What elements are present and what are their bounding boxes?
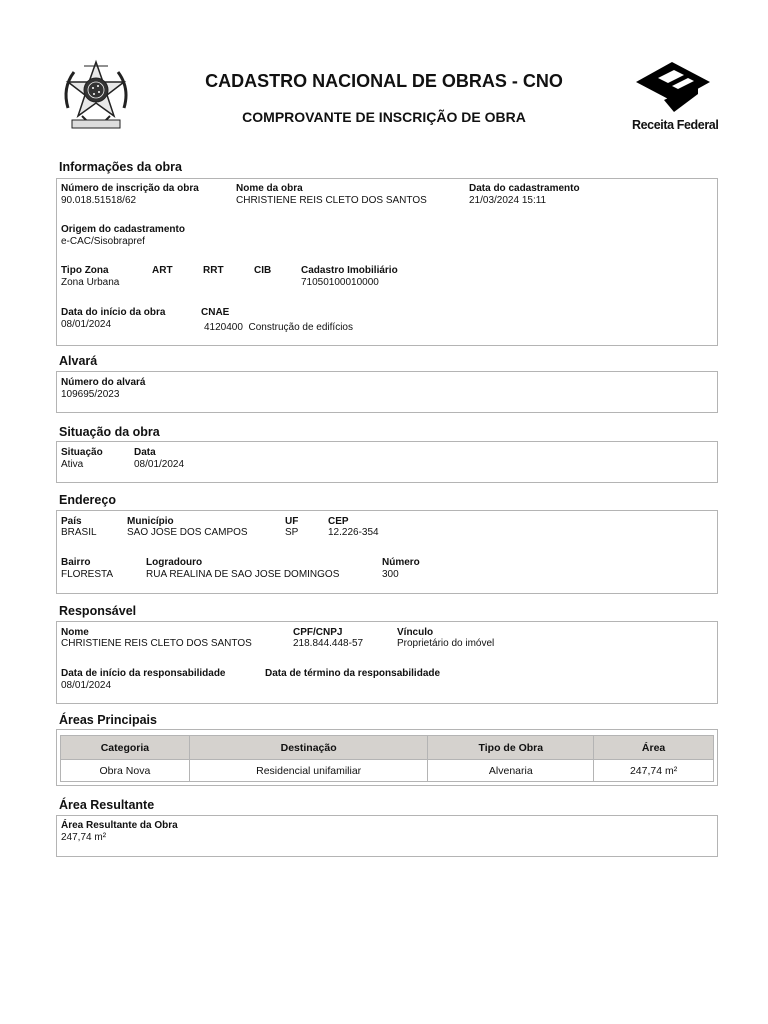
section-title-responsavel: Responsável <box>59 604 137 618</box>
section-title-endereco: Endereço <box>59 493 116 507</box>
document-subtitle: COMPROVANTE DE INSCRIÇÃO DE OBRA <box>242 109 526 125</box>
info-obra-box <box>56 178 718 346</box>
data-cadastramento-label: Data do cadastramento <box>469 183 580 194</box>
situacao-box <box>56 441 718 483</box>
areas-principais-table <box>60 735 714 782</box>
header-tipo-obra: Tipo de Obra <box>428 736 594 760</box>
situacao-data-label: Data <box>134 447 156 458</box>
pais-label: País <box>61 516 82 527</box>
cep-value: 12.226-354 <box>328 527 379 538</box>
pais-value: BRASIL <box>61 527 97 538</box>
situacao-value: Ativa <box>61 459 84 470</box>
cnae-label: CNAE <box>201 307 230 318</box>
nome-obra-value: CHRISTIENE REIS CLETO DOS SANTOS <box>236 195 427 206</box>
numero-value: 300 <box>382 569 399 580</box>
termino-responsabilidade-label: Data de término da responsabilidade <box>265 668 441 679</box>
numero-label: Número <box>382 557 420 568</box>
section-title-situacao: Situação da obra <box>59 425 160 439</box>
section-title-info-obra: Informações da obra <box>59 160 182 174</box>
logradouro-label: Logradouro <box>146 557 203 568</box>
cpf-cnpj-value: 218.844.448-57 <box>293 638 364 649</box>
receita-federal-logo <box>628 60 718 136</box>
cell-tipo-obra: Alvenaria <box>428 760 594 782</box>
cell-destinacao: Residencial unifamiliar <box>189 760 428 782</box>
table-header-row <box>61 736 714 760</box>
tipo-zona-label: Tipo Zona <box>61 265 109 276</box>
numero-alvara-label: Número do alvará <box>61 377 146 388</box>
area-resultante-label: Área Resultante da Obra <box>61 820 178 831</box>
numero-inscricao-value: 90.018.51518/62 <box>61 195 137 206</box>
header-destinacao: Destinação <box>189 736 428 760</box>
cadastro-imobiliario-value: 71050100010000 <box>301 277 379 288</box>
logradouro-value: RUA REALINA DE SAO JOSE DOMINGOS <box>146 569 340 580</box>
responsavel-nome-label: Nome <box>61 627 89 638</box>
cell-categoria: Obra Nova <box>61 760 190 782</box>
section-title-areas-principais: Áreas Principais <box>59 713 157 727</box>
section-title-alvara: Alvará <box>59 354 98 368</box>
responsavel-nome-value: CHRISTIENE REIS CLETO DOS SANTOS <box>61 638 252 649</box>
inicio-responsabilidade-label: Data de início da responsabilidade <box>61 668 226 679</box>
cib-label: CIB <box>254 265 272 276</box>
cpf-cnpj-label: CPF/CNPJ <box>293 627 343 638</box>
table-row <box>61 760 714 782</box>
data-inicio-obra-label: Data do início da obra <box>61 307 166 318</box>
receita-federal-emblem-icon <box>628 60 718 116</box>
vinculo-value: Proprietário do imóvel <box>397 638 495 649</box>
uf-value: SP <box>285 527 299 538</box>
bairro-value: FLORESTA <box>61 569 114 580</box>
situacao-data-value: 08/01/2024 <box>134 459 185 470</box>
section-title-area-resultante: Área Resultante <box>59 798 155 812</box>
vinculo-label: Vínculo <box>397 627 434 638</box>
cnae-value: 4120400 Construção de edifícios <box>204 322 353 333</box>
rrt-label: RRT <box>203 265 224 276</box>
alvara-box <box>56 371 718 413</box>
bairro-label: Bairro <box>61 557 91 568</box>
municipio-value: SAO JOSE DOS CAMPOS <box>127 527 248 538</box>
header-area: Área <box>594 736 714 760</box>
header-categoria: Categoria <box>61 736 190 760</box>
nome-obra-label: Nome da obra <box>236 183 303 194</box>
municipio-label: Município <box>127 516 174 527</box>
responsavel-box <box>56 621 718 704</box>
brand-name: Receita Federal <box>632 118 719 132</box>
origem-cadastramento-value: e-CAC/Sisobrapref <box>61 236 145 247</box>
data-inicio-obra-value: 08/01/2024 <box>61 319 112 330</box>
cadastro-imobiliario-label: Cadastro Imobiliário <box>301 265 398 276</box>
area-resultante-value: 247,74 m² <box>61 832 107 843</box>
endereco-box <box>56 510 718 594</box>
document-title: CADASTRO NACIONAL DE OBRAS - CNO <box>205 71 563 91</box>
cell-area: 247,74 m² <box>594 760 714 782</box>
inicio-responsabilidade-value: 08/01/2024 <box>61 680 112 691</box>
area-resultante-box <box>56 815 718 857</box>
numero-alvara-value: 109695/2023 <box>61 389 120 400</box>
origem-cadastramento-label: Origem do cadastramento <box>61 224 185 235</box>
cep-label: CEP <box>328 516 349 527</box>
situacao-label: Situação <box>61 447 103 458</box>
uf-label: UF <box>285 516 299 527</box>
tipo-zona-value: Zona Urbana <box>61 277 120 288</box>
numero-inscricao-label: Número de inscrição da obra <box>61 183 199 194</box>
art-label: ART <box>152 265 173 276</box>
data-cadastramento-value: 21/03/2024 15:11 <box>469 195 547 206</box>
